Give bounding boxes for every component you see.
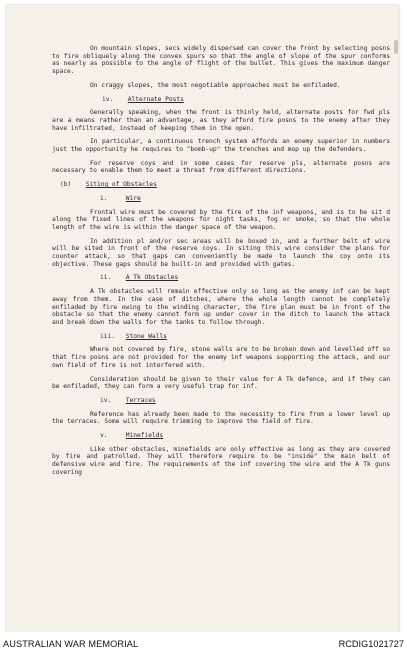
section-title: Alternate Posts: [127, 95, 184, 103]
paragraph: On mountain slopes, secs widely dispersed can cover the front by selecting posns to fire obliquely along the convex spurs so that the angle of slope of the spur conforms as nearly as possible to the angle of flight of the bullet. This gives the maximum danger space.: [52, 45, 390, 76]
paragraph: On craggy slopes, the most negotiable approaches must be enfiladed.: [90, 81, 341, 89]
paragraph: Reference has already been made to the necessity to fire from a lower level up the terraces. Some will require trimming to improve the field of fire.: [52, 410, 390, 426]
section-number: iv.: [102, 95, 114, 103]
section-heading-b: [52, 181, 390, 189]
subsection-number: iv.: [100, 396, 112, 404]
section-number: (b): [60, 181, 72, 189]
subsection-number: iii.: [100, 332, 115, 340]
subsection-title: Wire: [125, 194, 141, 202]
subsection-heading-ii: [52, 274, 390, 282]
paragraph: In addition pl and/or sec areas will be boxed in, and a further belt of wire will be sited in front of the reserve coys. In siting this wire consider the plans for counter attack, so that gaps can conveniently be made to launch the coy onto its objective. These gaps should be built-in and provided with gates.: [52, 237, 390, 268]
archive-footer: [0, 632, 407, 653]
subsection-heading-iii: [52, 333, 390, 341]
subsection-title: Minefields: [125, 432, 164, 440]
paragraph: Like other obstacles, minefields are only effective as long as they are covered by fire and patrolled. They will therefore require to be "inside" the main belt of defensive wire and fire. The requirements of the inf covering the wire and the A Tk guns covering: [52, 445, 390, 476]
subsection-number: i.: [100, 194, 108, 202]
subsection-number: v.: [100, 432, 108, 440]
subsection-number: ii.: [100, 274, 112, 282]
paragraph: For reserve coys and in some cases for reserve pls, alternate posns are necessary to enable them to meet a threat from different directions.: [52, 159, 390, 175]
archive-name: AUSTRALIAN WAR MEMORIAL: [3, 639, 139, 649]
paragraph: Where not covered by fire, stone walls are to be broken down and levelled off so that fire posns are not provided for the enemy inf weapons supporting the attack, and our own field of fire is not interfered with.: [52, 346, 390, 369]
section-title: Siting of Obstacles: [85, 181, 157, 189]
paragraph: Generally speaking, when the front is thinly held, alternate posts for fwd pls are a means rather than an advantage, as they afford fire posns to the enemy after they have infiltrated, instead of keeping them in the open.: [52, 109, 390, 132]
subsection-title: Stone Walls: [125, 332, 167, 340]
subsection-heading-v: [52, 432, 390, 440]
subsection-heading-iv: [52, 397, 390, 405]
paragraph: In particular, a continuous trench system affords an enemy superior in numbers just the opportunity he requires to "bomb-up" the trenches and mop up the defenders.: [52, 138, 390, 154]
subsection-heading-i: [52, 195, 390, 203]
paragraph: Consideration should be given to their value for A Tk defence, and if they can be enfiladed, they can form a very useful trap for inf.: [52, 375, 390, 391]
record-id: RCDIG1021727: [338, 639, 404, 649]
section-heading-iv: [52, 96, 390, 104]
document-page: [6, 5, 399, 632]
subsection-title: A Tk Obstacles: [125, 274, 179, 282]
paragraph: A Tk obstacles will remain effective only so long as the enemy inf can be kept away from them. In the case of ditches, where the whole length cannot be completely enfiladed by fire owing to the winding character, the fire plan must be in front of the obstacle so that the enemy cannot form up under cover in the ditch to launch the attack and break down the walls for the tanks to follow through.: [52, 288, 390, 326]
subsection-title: Terraces: [125, 396, 156, 404]
document-body: [52, 45, 390, 483]
page-edge-tab: [394, 40, 398, 54]
paragraph: Frontal wire must be covered by the fire of the inf weapons, and is to be sit d along the fixed lines of the weapons for night tasks, fog or smoke, so that the whole length of the wire is within the danger space of the weapon.: [52, 208, 390, 231]
